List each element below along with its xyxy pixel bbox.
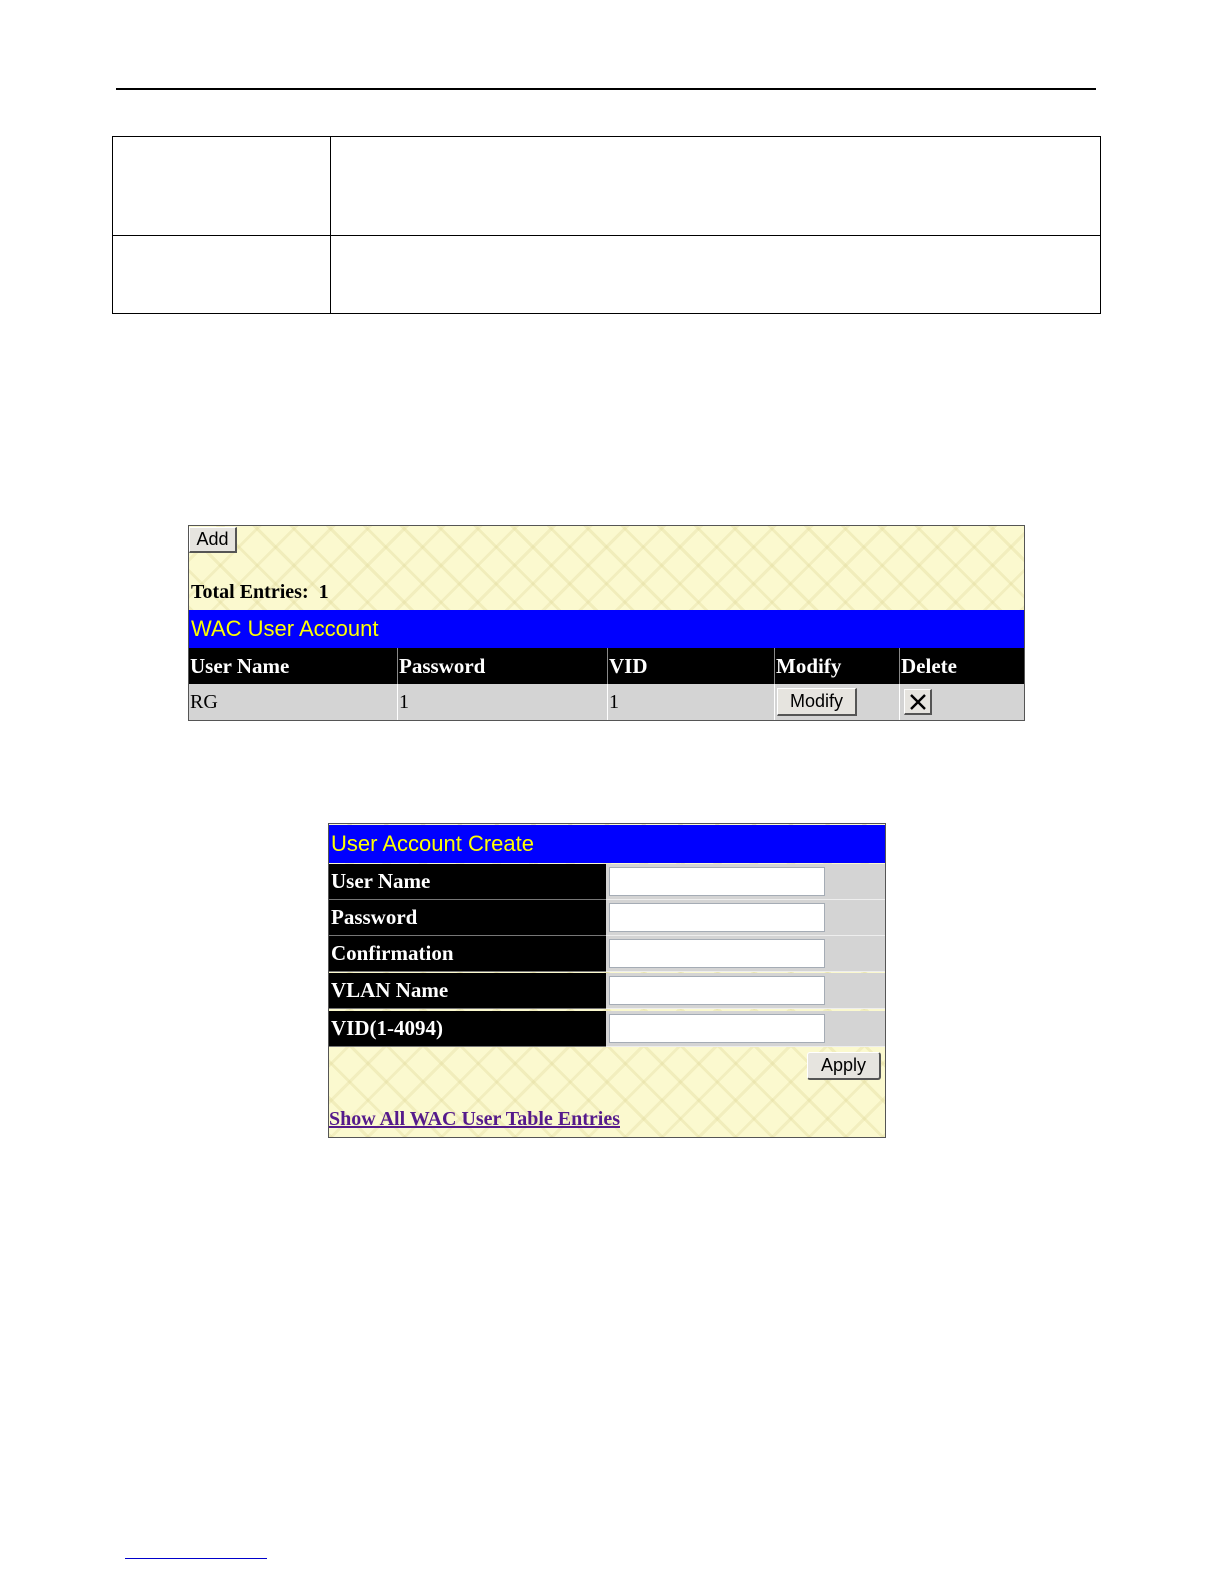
show-all-entries-link[interactable]: Show All WAC User Table Entries (329, 1108, 620, 1130)
vlan-name-field-cell (606, 973, 885, 1009)
confirmation-input[interactable] (609, 939, 825, 968)
column-header-modify: Modify (775, 648, 900, 684)
page-header-rule (116, 88, 1096, 90)
vlan-name-input[interactable] (609, 976, 825, 1005)
parameter-description-cell (331, 137, 1101, 236)
column-header-user-name: User Name (189, 648, 398, 684)
parameter-description-cell (331, 236, 1101, 314)
user-account-create-panel (328, 823, 886, 1138)
delete-x-icon[interactable] (904, 689, 932, 715)
modify-button[interactable]: Modify (777, 688, 857, 716)
vid-label: VID(1-4094) (329, 1011, 606, 1047)
confirmation-label: Confirmation (329, 936, 606, 972)
table-header-row (189, 648, 1024, 684)
parameter-table-row (113, 236, 1101, 314)
column-header-password: Password (398, 648, 608, 684)
cell-user-name: RG (189, 684, 398, 720)
cell-modify (775, 684, 900, 720)
add-button[interactable]: Add (189, 527, 237, 553)
password-label: Password (329, 900, 606, 936)
parameter-name-cell (113, 137, 331, 236)
vid-field-cell (606, 1011, 885, 1047)
vlan-name-label: VLAN Name (329, 973, 606, 1009)
panel-title: WAC User Account (189, 610, 1024, 648)
user-name-input[interactable] (609, 867, 825, 896)
form-row-vid (329, 1011, 885, 1047)
parameter-table (112, 136, 1101, 314)
confirmation-field-cell (606, 936, 885, 972)
form-row-confirmation (329, 936, 885, 972)
total-entries (191, 581, 339, 604)
parameter-table-row (113, 137, 1101, 236)
total-entries-label: Total Entries: (191, 581, 309, 603)
form-row-password (329, 900, 885, 936)
total-entries-value: 1 (318, 581, 329, 603)
user-name-field-cell (606, 864, 885, 900)
password-field-cell (606, 900, 885, 936)
footer-rule (125, 1558, 267, 1559)
form-row-vlan-name (329, 973, 885, 1009)
parameter-name-cell (113, 236, 331, 314)
cell-delete (900, 684, 1024, 720)
cell-password: 1 (398, 684, 608, 720)
cell-vid: 1 (608, 684, 775, 720)
apply-button[interactable]: Apply (807, 1052, 881, 1080)
table-row (189, 684, 1024, 720)
vid-input[interactable] (609, 1014, 825, 1043)
user-name-label: User Name (329, 864, 606, 900)
form-row-user-name (329, 864, 885, 900)
column-header-delete: Delete (900, 648, 1024, 684)
panel-title: User Account Create (329, 825, 885, 863)
password-input[interactable] (609, 903, 825, 932)
column-header-vid: VID (608, 648, 775, 684)
wac-user-account-panel (188, 525, 1025, 721)
